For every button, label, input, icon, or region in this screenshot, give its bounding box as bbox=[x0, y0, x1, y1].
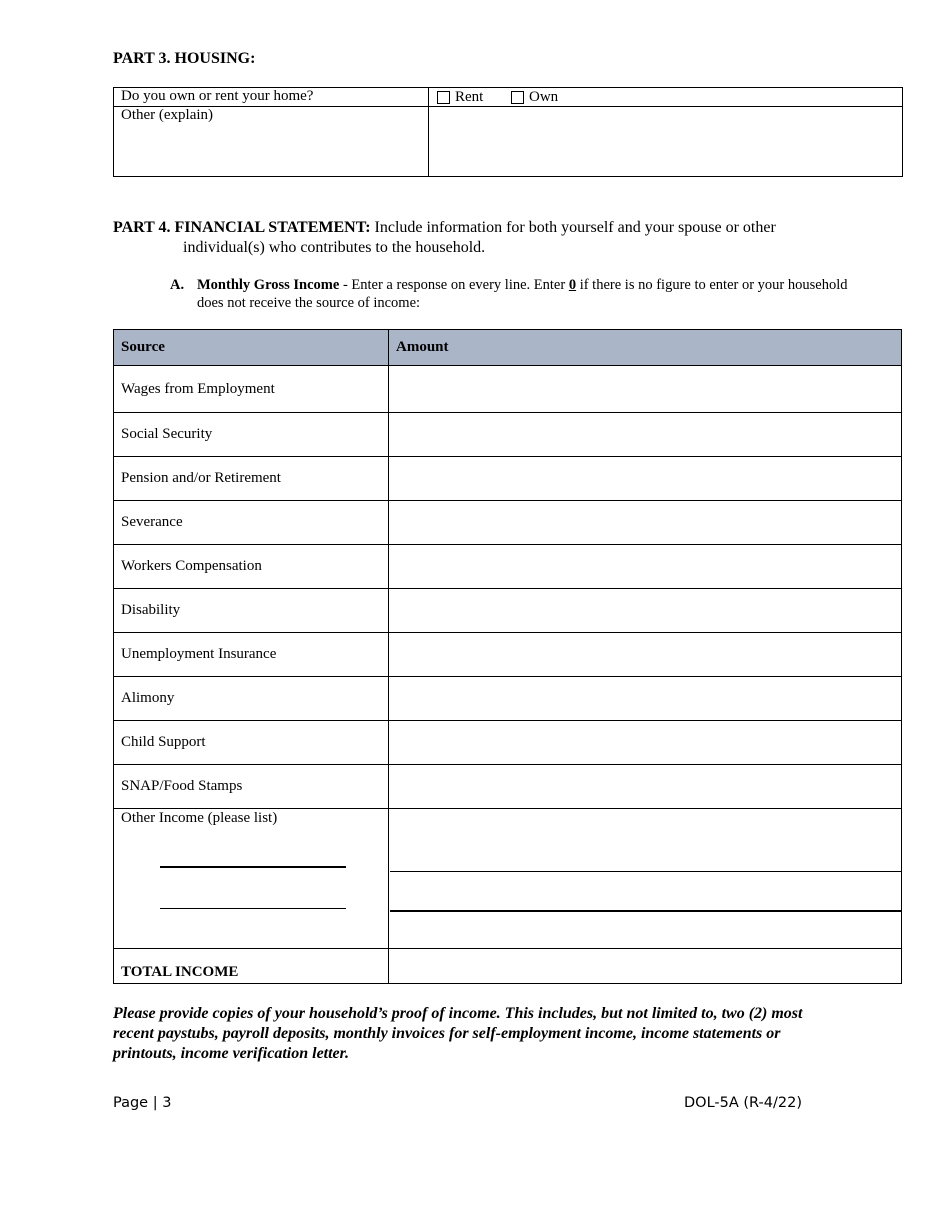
table-row bbox=[114, 721, 902, 765]
own-checkbox[interactable] bbox=[511, 91, 524, 104]
rent-label: Rent bbox=[455, 89, 484, 105]
amount-field[interactable] bbox=[389, 721, 902, 765]
other-income-amount-field[interactable] bbox=[389, 809, 902, 949]
source-label: Alimony bbox=[114, 677, 389, 721]
housing-table bbox=[113, 87, 903, 177]
amount-field[interactable] bbox=[389, 545, 902, 589]
total-income-label: TOTAL INCOME bbox=[114, 949, 389, 984]
amount-field[interactable] bbox=[389, 501, 902, 545]
part3-heading: PART 3. HOUSING: bbox=[113, 50, 256, 67]
form-id: DOL-5A (R-4/22) bbox=[684, 1095, 802, 1111]
table-header-row bbox=[114, 330, 902, 366]
amount-field[interactable] bbox=[389, 366, 902, 413]
amount-field[interactable] bbox=[389, 457, 902, 501]
other-income-blank-line[interactable] bbox=[160, 908, 346, 909]
other-income-blank-line[interactable] bbox=[160, 866, 346, 868]
source-label: Child Support bbox=[114, 721, 389, 765]
page-number: Page | 3 bbox=[113, 1095, 172, 1111]
housing-question: Do you own or rent your home? bbox=[121, 88, 314, 104]
other-income-amount-line bbox=[390, 871, 901, 872]
table-row bbox=[114, 501, 902, 545]
rent-checkbox[interactable] bbox=[437, 91, 450, 104]
source-label: Social Security bbox=[114, 413, 389, 457]
table-row bbox=[114, 545, 902, 589]
table-row bbox=[114, 765, 902, 809]
amount-field[interactable] bbox=[389, 413, 902, 457]
own-label: Own bbox=[529, 89, 559, 105]
part4-intro bbox=[113, 218, 853, 258]
amount-column-header: Amount bbox=[389, 330, 902, 366]
source-label: Unemployment Insurance bbox=[114, 633, 389, 677]
source-label: SNAP/Food Stamps bbox=[114, 765, 389, 809]
total-row bbox=[114, 949, 902, 984]
section-a-text: - Enter a response on every line. Enter bbox=[339, 277, 569, 293]
part4-intro-text: Include information for both yourself and your spouse or other bbox=[374, 219, 776, 236]
table-row bbox=[114, 633, 902, 677]
section-a-text-2: if there is no figure to enter or your household does not receive the source of income: bbox=[197, 277, 848, 311]
income-table bbox=[113, 329, 902, 984]
table-row bbox=[114, 589, 902, 633]
table-row bbox=[114, 457, 902, 501]
section-a-title: Monthly Gross Income bbox=[197, 277, 340, 293]
amount-field[interactable] bbox=[389, 633, 902, 677]
other-income-label: Other Income (please list) bbox=[114, 809, 389, 949]
source-column-header: Source bbox=[114, 330, 389, 366]
section-a-letter: A. bbox=[170, 277, 185, 293]
table-row bbox=[114, 413, 902, 457]
other-income-row bbox=[114, 809, 902, 949]
source-label: Pension and/or Retirement bbox=[114, 457, 389, 501]
part4-heading: PART 4. FINANCIAL STATEMENT: bbox=[113, 219, 371, 236]
proof-of-income-note: Please provide copies of your household’s proof of income. This includes, but not limited to, two (2) most recent paystubs, payroll deposits, monthly invoices for self-employment income, income statements or printouts, income verification letter. bbox=[113, 1005, 803, 1062]
other-income-amount-line bbox=[390, 910, 901, 912]
part4-intro-text-2: individual(s) who contributes to the household. bbox=[183, 239, 486, 256]
total-amount-field[interactable] bbox=[389, 949, 902, 984]
section-a-instructions bbox=[170, 276, 850, 312]
table-row bbox=[114, 677, 902, 721]
amount-field[interactable] bbox=[389, 589, 902, 633]
amount-field[interactable] bbox=[389, 677, 902, 721]
source-label: Workers Compensation bbox=[114, 545, 389, 589]
source-label: Wages from Employment bbox=[114, 366, 389, 413]
section-a-zero: 0 bbox=[568, 277, 577, 293]
other-explain-field[interactable] bbox=[430, 108, 902, 176]
source-label: Disability bbox=[114, 589, 389, 633]
other-explain-label: Other (explain) bbox=[121, 107, 214, 123]
rent-option[interactable] bbox=[437, 89, 483, 106]
amount-field[interactable] bbox=[389, 765, 902, 809]
own-option[interactable] bbox=[511, 89, 558, 106]
source-label: Severance bbox=[114, 501, 389, 545]
table-row bbox=[114, 366, 902, 413]
